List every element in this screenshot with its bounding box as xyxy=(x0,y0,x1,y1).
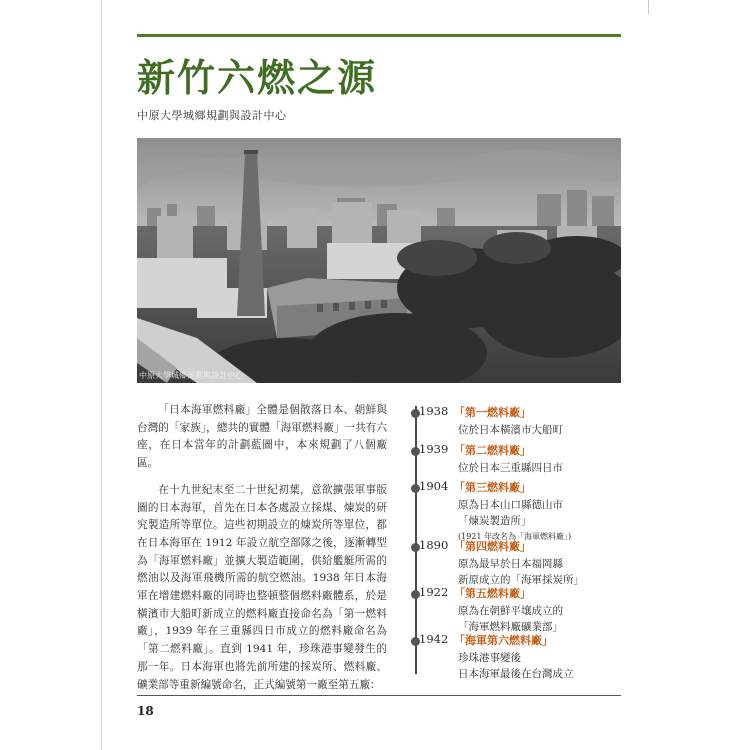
footer-rule xyxy=(137,695,621,696)
factory-timeline xyxy=(404,398,622,678)
timeline-factory-name: 「第三燃料廠」 xyxy=(454,481,531,494)
timeline-desc-line: 珍珠港事變後 xyxy=(458,652,521,664)
page-subtitle: 中原大學城鄉規劃與設計中心 xyxy=(137,109,287,122)
timeline-desc-line: 新原成立的「海軍採炭所」 xyxy=(458,574,584,586)
timeline-factory-name: 「第二燃料廠」 xyxy=(454,444,531,457)
photo-caption: 中原大學城鄉規劃與設計中心 xyxy=(139,371,243,380)
timeline-description xyxy=(458,603,563,635)
timeline-desc-line: 日本海軍最後在台灣成立 xyxy=(458,668,574,680)
header-rule xyxy=(137,34,621,37)
body-text xyxy=(137,402,387,694)
page-edge-right xyxy=(648,0,649,14)
timeline-desc-line: 「海軍燃料廠礦業部」 xyxy=(458,621,563,633)
timeline-description xyxy=(458,556,584,588)
timeline-year: 1922 xyxy=(419,585,449,599)
timeline-desc-note: (1921 年改名為「海軍燃料廠」) xyxy=(458,532,572,541)
timeline-desc-line: 位於日本橫濱市大船町 xyxy=(458,424,563,436)
aerial-city-photo xyxy=(137,138,621,383)
body-paragraph: 在十九世紀末至二十世紀初葉，意欲擴張軍事版圖的日本海軍，首先在日本各處設立採煤、煉炭的研究製造所等單位。這些初期設立的煉炭所等單位，都在日本海軍在 1912 年設立航空部隊之後，逐漸轉型為「海軍燃料廠」並擴大製造範圍，供給艦艇所需的燃油以及海軍飛機所需的航空燃油。1938 年日本海軍在增建燃料廠的同時也整頓整個燃料廠體系，於是橫濱市大船町新成立的燃料廠直接命名為「第一燃料廠」，1939 年在三重縣四日市成立的燃料廠命名為「第二燃料廠」。直到 1941 年，珍珠港事變發生的那一年。日本海軍也將先前所建的採炭所、燃料廠、礦業部等重新編號命名，正式編號第一廠至第五廠： xyxy=(137,483,387,691)
page-edge-left xyxy=(101,0,102,750)
timeline-year: 1942 xyxy=(419,632,449,646)
page-number: 18 xyxy=(137,704,154,718)
timeline-factory-name: 「第五燃料廠」 xyxy=(454,587,531,600)
timeline-year: 1890 xyxy=(419,538,449,552)
timeline-year: 1938 xyxy=(419,404,449,418)
timeline-desc-line: 原為最早於日本福岡縣 xyxy=(458,558,563,570)
timeline-factory-name: 「海軍第六燃料廠」 xyxy=(454,634,553,647)
timeline-year: 1939 xyxy=(419,442,449,456)
timeline-year: 1904 xyxy=(419,479,449,493)
timeline-desc-line: 原為日本山口縣德山市 xyxy=(458,499,563,511)
body-paragraph: 「日本海軍燃料廠」全體是個散落日本、朝鮮與台灣的「家族」，總共的實體「海軍燃料廠」一共有六座，在日本當年的計劃藍圖中，本來規劃了八個廠區。 xyxy=(137,404,387,470)
page-title: 新竹六燃之源 xyxy=(137,55,378,100)
timeline-desc-line: 原為在朝鮮平壤成立的 xyxy=(458,605,563,617)
timeline-description xyxy=(458,422,563,438)
timeline-description xyxy=(458,460,563,476)
timeline-desc-line: 位於日本三重縣四日市 xyxy=(458,462,563,474)
timeline-desc-line: 「煉炭製造所」 xyxy=(458,515,532,527)
timeline-description xyxy=(458,650,574,682)
timeline-factory-name: 「第一燃料廠」 xyxy=(454,406,531,419)
timeline-factory-name: 「第四燃料廠」 xyxy=(454,540,531,553)
